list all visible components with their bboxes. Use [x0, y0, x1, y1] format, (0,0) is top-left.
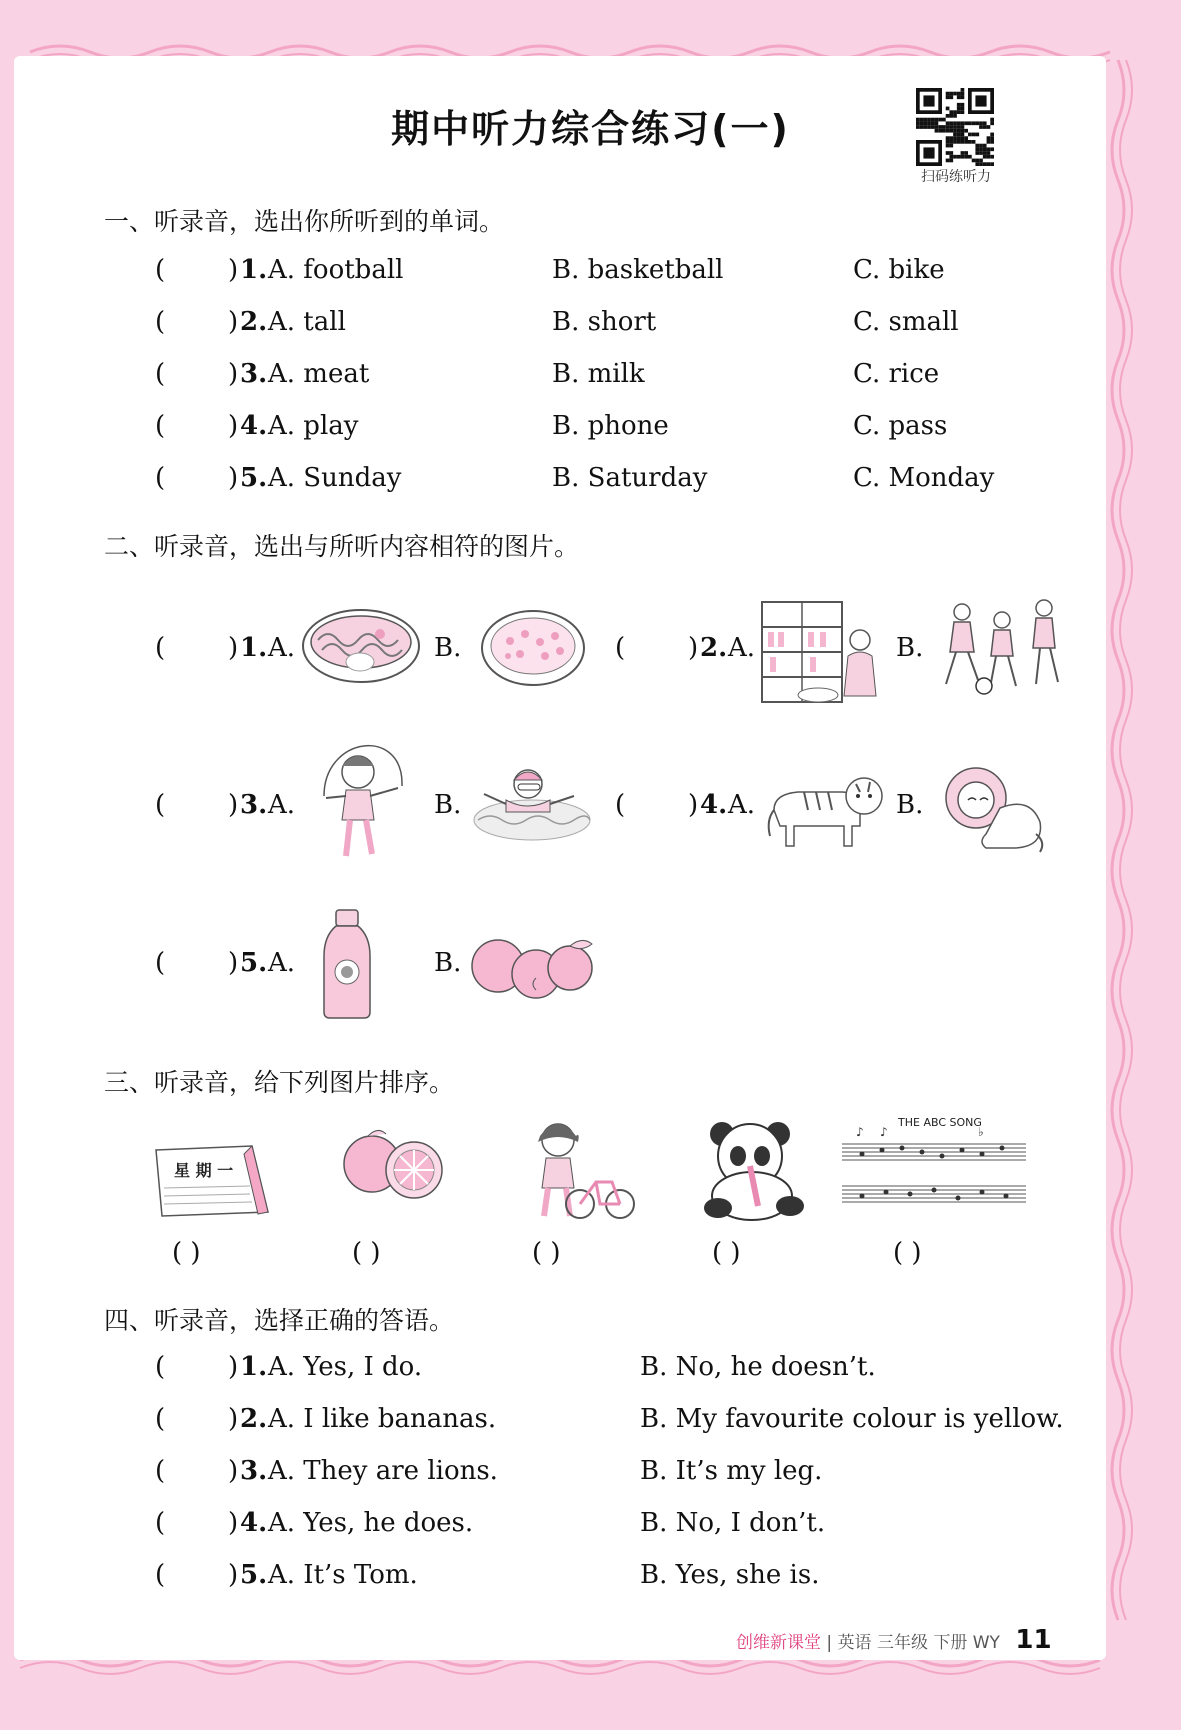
s2-q2-num: 2.: [700, 633, 728, 663]
option-a: A. meat: [268, 359, 370, 389]
section1-heading: 一、听录音，选出你所听到的单词。: [104, 207, 505, 236]
paren-close: ): [228, 1404, 239, 1434]
paren-open[interactable]: (: [155, 1560, 166, 1590]
option-a: A. play: [268, 411, 359, 441]
option-b: B. Yes, she is.: [640, 1560, 820, 1590]
paren-open[interactable]: (: [155, 359, 166, 389]
section1-row: [0, 411, 1181, 447]
paren-open[interactable]: (: [155, 1404, 166, 1434]
question-number: 1.: [240, 255, 268, 285]
girl-with-bike-icon[interactable]: [516, 1120, 638, 1224]
girl-skipping-rope-icon[interactable]: [314, 736, 410, 864]
noodles-bowl-icon[interactable]: [300, 606, 422, 692]
paren-close: ): [228, 1456, 239, 1486]
paren-close: ): [228, 1560, 239, 1590]
s2-q4-num: 4.: [700, 790, 728, 820]
option-a: A. I like bananas.: [268, 1404, 497, 1434]
s2-q2-b: B.: [896, 633, 924, 663]
option-b: B. milk: [552, 359, 645, 389]
question-number: 5.: [240, 1560, 268, 1590]
option-a: A. They are lions.: [268, 1456, 498, 1486]
paren-open[interactable]: (: [155, 307, 166, 337]
footer-brand: 创维新课堂: [736, 1633, 821, 1653]
tiger-icon[interactable]: [764, 770, 886, 852]
section4-row: [0, 1456, 1181, 1492]
section1-row: [0, 463, 1181, 499]
paren-open: (: [155, 633, 166, 663]
option-b: B. No, I don’t.: [640, 1508, 826, 1538]
section1-row: [0, 255, 1181, 291]
question-number: 3.: [240, 359, 268, 389]
rice-bowl-icon[interactable]: [480, 606, 586, 688]
question-number: 2.: [240, 307, 268, 337]
s2-q4-a: A.: [728, 790, 756, 820]
s2-q1-b: B.: [434, 633, 462, 663]
paren-open: (: [615, 790, 626, 820]
section4-row: [0, 1560, 1181, 1596]
section4-row: [0, 1352, 1181, 1388]
option-c: C. rice: [853, 359, 940, 389]
paren-open[interactable]: (: [155, 1456, 166, 1486]
s2-q1-num: 1.: [240, 633, 268, 663]
option-c: C. pass: [853, 411, 948, 441]
paren-open[interactable]: (: [155, 1508, 166, 1538]
option-c: C. Monday: [853, 463, 995, 493]
oranges-icon[interactable]: [340, 1124, 450, 1206]
question-number: 1.: [240, 1352, 268, 1382]
apples-icon[interactable]: [470, 932, 606, 1002]
option-a: A. It’s Tom.: [268, 1560, 418, 1590]
paren-close: ): [228, 463, 239, 493]
option-b: B. phone: [552, 411, 669, 441]
paren-close: ): [228, 307, 239, 337]
s3-answer-1[interactable]: ( ): [172, 1238, 201, 1268]
option-b: B. My favourite colour is yellow.: [640, 1404, 1064, 1434]
milk-bottle-icon[interactable]: [322, 908, 372, 1020]
paren-close: ): [228, 633, 239, 663]
svg-text:♭: ♭: [978, 1125, 984, 1139]
s3-answer-3[interactable]: ( ): [532, 1238, 561, 1268]
option-a: A. Yes, I do.: [268, 1352, 423, 1382]
option-b: B. basketball: [552, 255, 724, 285]
page-title: 期中听力综合练习(一): [391, 107, 790, 151]
option-b: B. Saturday: [552, 463, 708, 493]
paren-close: ): [228, 359, 239, 389]
s2-q4-b: B.: [896, 790, 924, 820]
paren-close: ): [228, 411, 239, 441]
qr-caption: 扫码练听力: [921, 169, 991, 185]
s2-q5-a: A.: [268, 948, 296, 978]
section4-row: [0, 1508, 1181, 1544]
question-number: 3.: [240, 1456, 268, 1486]
paren-open[interactable]: (: [155, 255, 166, 285]
paren-open: (: [615, 633, 626, 663]
paren-open[interactable]: (: [155, 1352, 166, 1382]
s3-answer-2[interactable]: ( ): [352, 1238, 381, 1268]
s2-q5-b: B.: [434, 948, 462, 978]
qr-code-icon[interactable]: [916, 88, 994, 166]
paren-open: (: [155, 790, 166, 820]
paren-open: (: [155, 948, 166, 978]
calendar-monday-icon[interactable]: [150, 1132, 274, 1218]
option-a: A. tall: [268, 307, 346, 337]
option-a: A. Yes, he does.: [268, 1508, 474, 1538]
panda-icon[interactable]: [700, 1116, 806, 1222]
s3-answer-4[interactable]: ( ): [712, 1238, 741, 1268]
option-c: C. bike: [853, 255, 945, 285]
s2-q2-a: A.: [728, 633, 756, 663]
s2-q3-b: B.: [434, 790, 462, 820]
paren-close: ): [228, 255, 239, 285]
paren-close: ): [228, 1508, 239, 1538]
page-footer: [736, 1625, 1052, 1655]
paren-open[interactable]: (: [155, 411, 166, 441]
s2-q5-num: 5.: [240, 948, 268, 978]
svg-text:♪: ♪: [880, 1125, 888, 1139]
s2-q1-a: A.: [268, 633, 296, 663]
option-a: A. Sunday: [268, 463, 402, 493]
section2-heading: 二、听录音，选出与所听内容相符的图片。: [104, 532, 580, 561]
lion-icon[interactable]: [940, 764, 1050, 856]
paren-close: ): [228, 1352, 239, 1382]
s2-q3-num: 3.: [240, 790, 268, 820]
section4-heading: 四、听录音，选择正确的答语。: [104, 1306, 455, 1335]
paren-close: ): [228, 790, 239, 820]
paren-close: ): [228, 948, 239, 978]
question-number: 4.: [240, 411, 268, 441]
option-a: A. football: [268, 255, 404, 285]
section3-heading: 三、听录音，给下列图片排序。: [104, 1068, 455, 1097]
calendar-text: 星 期 一: [174, 1161, 234, 1180]
boy-swimming-icon[interactable]: [470, 760, 592, 846]
page-number: 11: [1015, 1625, 1052, 1655]
s3-answer-5[interactable]: ( ): [893, 1238, 922, 1268]
option-b: B. short: [552, 307, 657, 337]
abc-song-sheet-icon[interactable]: [838, 1114, 1030, 1220]
s2-q3-a: A.: [268, 790, 296, 820]
option-c: C. small: [853, 307, 959, 337]
question-number: 4.: [240, 1508, 268, 1538]
section4-row: [0, 1404, 1181, 1440]
svg-text:♪: ♪: [856, 1125, 864, 1139]
kids-playing-football-icon[interactable]: [932, 598, 1074, 698]
section1-row: [0, 359, 1181, 395]
paren-close: ): [688, 790, 699, 820]
option-b: B. It’s my leg.: [640, 1456, 823, 1486]
question-number: 2.: [240, 1404, 268, 1434]
shop-shelves-icon[interactable]: [760, 600, 882, 706]
paren-close: ): [688, 633, 699, 663]
question-number: 5.: [240, 463, 268, 493]
option-b: B. No, he doesn’t.: [640, 1352, 876, 1382]
section1-row: [0, 307, 1181, 343]
footer-info: | 英语 三年级 下册 WY: [826, 1633, 1000, 1653]
abc-song-title: THE ABC SONG: [898, 1116, 982, 1129]
paren-open[interactable]: (: [155, 463, 166, 493]
